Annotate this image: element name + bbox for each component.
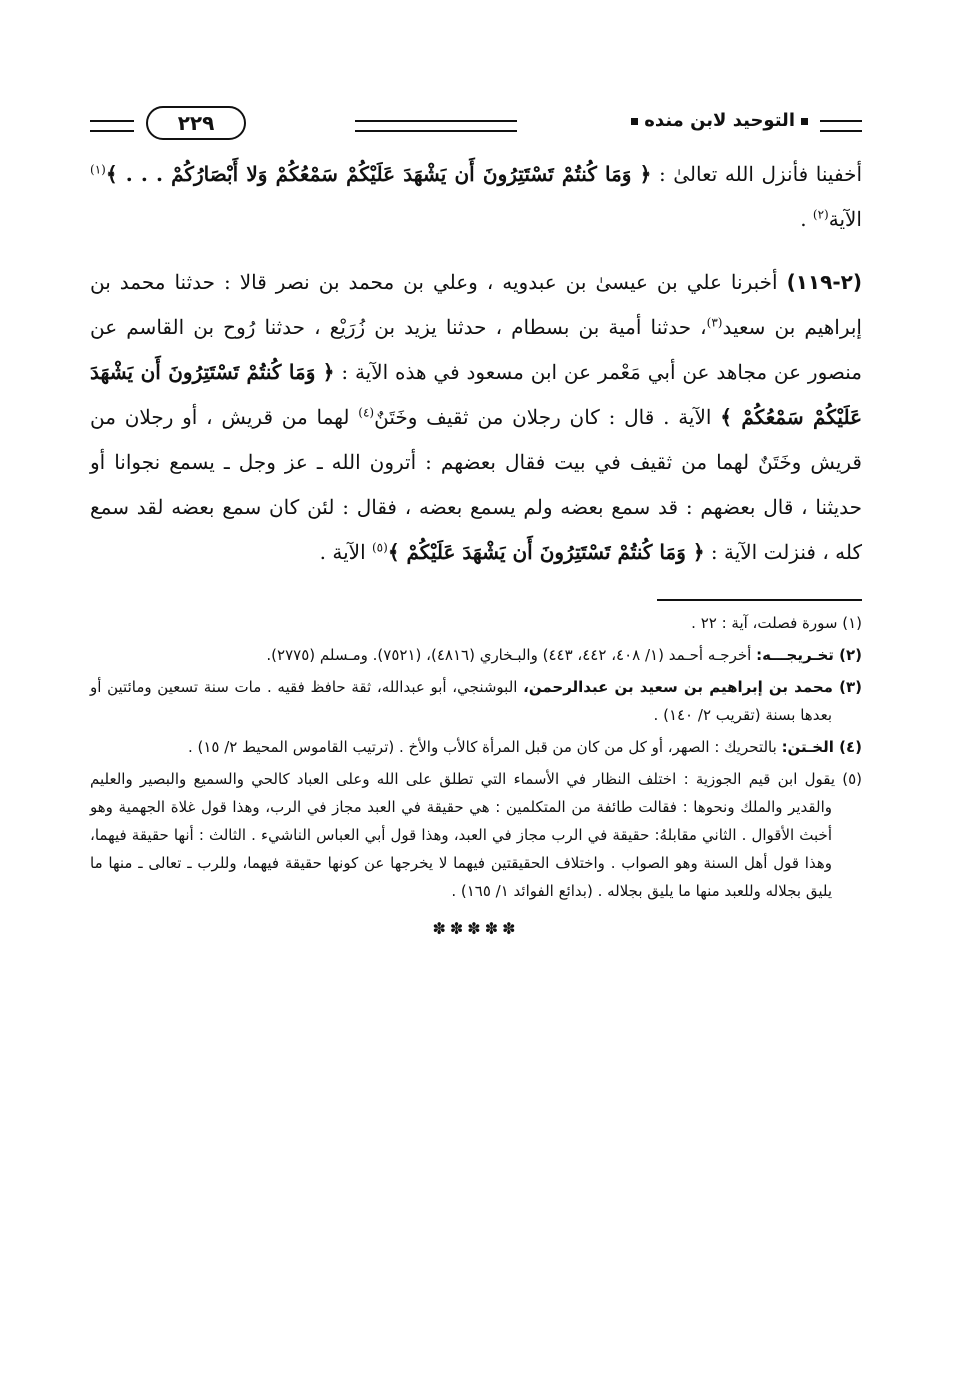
intro-text: أخفينا فأنزل الله تعالىٰ : [658, 162, 863, 186]
hadith-number: (٢-١١٩) [786, 270, 863, 294]
header-rule-middle [355, 120, 517, 132]
footnote-1: (١) سورة فصلت، آية : ٢٢ . [691, 614, 862, 632]
footnote-label: (٣) محمد بن إبراهيم بن سعيد بن عبدالرحمن، [523, 678, 862, 696]
header-title: التوحيد لابن منده [644, 110, 795, 131]
intro-text: . [800, 207, 807, 231]
footnote-ref: (٤) [358, 405, 375, 420]
square-bullet-icon [631, 118, 638, 125]
header-rule-right [820, 120, 862, 132]
footnote-2 [90, 641, 862, 669]
hadith-text: ، حدثنا أمية بن بسطام ، حدثنا يزيد بن زُرَيْع ، حدثنا رُوح بن القاسم عن منصور عن مجاهد عن أبي مَعْمر عن ابن مسعود في هذه الآية : [90, 315, 862, 384]
footnote-label: (٢) تخـريجـــه: [756, 646, 862, 664]
footnote-4 [90, 733, 862, 761]
page-number: ٢٢٩ [146, 106, 246, 140]
footnote-label: (٤) الخـتن: [781, 738, 862, 756]
footnote-ref: (٣) [706, 315, 723, 330]
hadith-paragraph [90, 260, 862, 575]
quran-verse: ﴿ وَمَا كُنتُمْ تَسْتَتِرُونَ أَن يَشْهَدَ عَلَيْكُمْ سَمْعُكُمْ وَلا أَبْصَارُكُمْ . . . ﴾ [105, 162, 652, 186]
footnote-text: البوشنجي، أبو عبدالله، ثقة حافظ فقيه . مات سنة تسعين ومائتين أو بعدها بسنة (تقريب ٢/ ١٤٠) . [90, 678, 832, 724]
quran-verse: ﴿ وَمَا كُنتُمْ تَسْتَتِرُونَ أَن يَشْهَدَ عَلَيْكُمْ ﴾ [387, 540, 705, 564]
hadith-text: الآية . [319, 540, 366, 564]
footnote-text: أخرجـه أحـمد (١/ ٤٠٨، ٤٤٢، ٤٤٣) والبـخاري (٤٨١٦)، (٧٥٢١). ومـسلم (٢٧٧٥). [266, 646, 752, 664]
footnote-ref: (١) [90, 162, 106, 177]
hadith-text: الآية . قال : كان رجلان من ثقيف وخَتَنٌ [374, 405, 712, 429]
footnote-ref: (٥) [371, 540, 388, 555]
footnote-ref: (٢) [812, 207, 829, 222]
running-header [90, 100, 862, 144]
footnote-separator [657, 599, 862, 601]
footnote-5: (٥) يقول ابن قيم الجوزية : اختلف النظار في الأسماء التي تطلق على الله وعلى العباد كالحي والسميع والبصير والعليم والقدير والملك ونحوها : فقالت طائفة من المتكلمين : هي حقيقة في العبد مجاز في الرب، وهذا قول غلاة الجهمية وهو أخبث الأقوال . الثاني مقابلهُ: حقيقة في الرب مجاز في العبد، وهذا قول أبي العباس الناشيء . الثالث : أنها حقيقة فيهما، وهذا قول أهل السنة وهو الصواب . واختلاف الحقيقتين فيهما لا يخرجها عن كونها حقيقة فيهما، وللرب ـ تعالى ـ منها ما يليق بجلاله وللعبد منها ما يليق بجلاله . (بدائع الفوائد ١/ ١٦٥) . [90, 770, 862, 900]
quran-verse: ﴿ وَمَا كُنتُمْ تَسْتَتِرُونَ أَن يَشْهَدَ عَلَيْكُمْ سَمْعُكُمْ ﴾ [90, 360, 863, 429]
header-title-wrap [625, 110, 814, 131]
intro-text: الآية [828, 207, 862, 231]
footnote-3 [90, 673, 862, 729]
square-bullet-icon [801, 118, 808, 125]
footnote-text: بالتحريك : الصهر، أو كل من كان من قبل المرأة كالأب والأخ . (ترتيب القاموس المحيط ٢/ ١٥) . [187, 738, 777, 756]
hadith-text: أخبرنا علي بن عيسىٰ بن عبدويه ، وعلي بن محمد بن نصر قالا : حدثنا محمد بن إبراهيم بن سعيد [90, 270, 862, 339]
intro-paragraph [90, 152, 862, 242]
header-rule-left [90, 120, 134, 132]
end-ornament: ✽✽✽✽✽ [432, 919, 520, 938]
hadith-text: لهما من قريش ، أو رجلان من قريش وخَتَنٌ لهما من ثقيف في بيت فقال بعضهم : أترون الله ـ عز وجل ـ يسمع نجوانا أو حديثنا ، قال بعضهم : قد سمع بعضه ولم يسمع بعضه ، فقال : لئن كان سمع بعضه لقد سمع كله ، فنزلت الآية : [90, 405, 862, 564]
page [90, 100, 862, 938]
